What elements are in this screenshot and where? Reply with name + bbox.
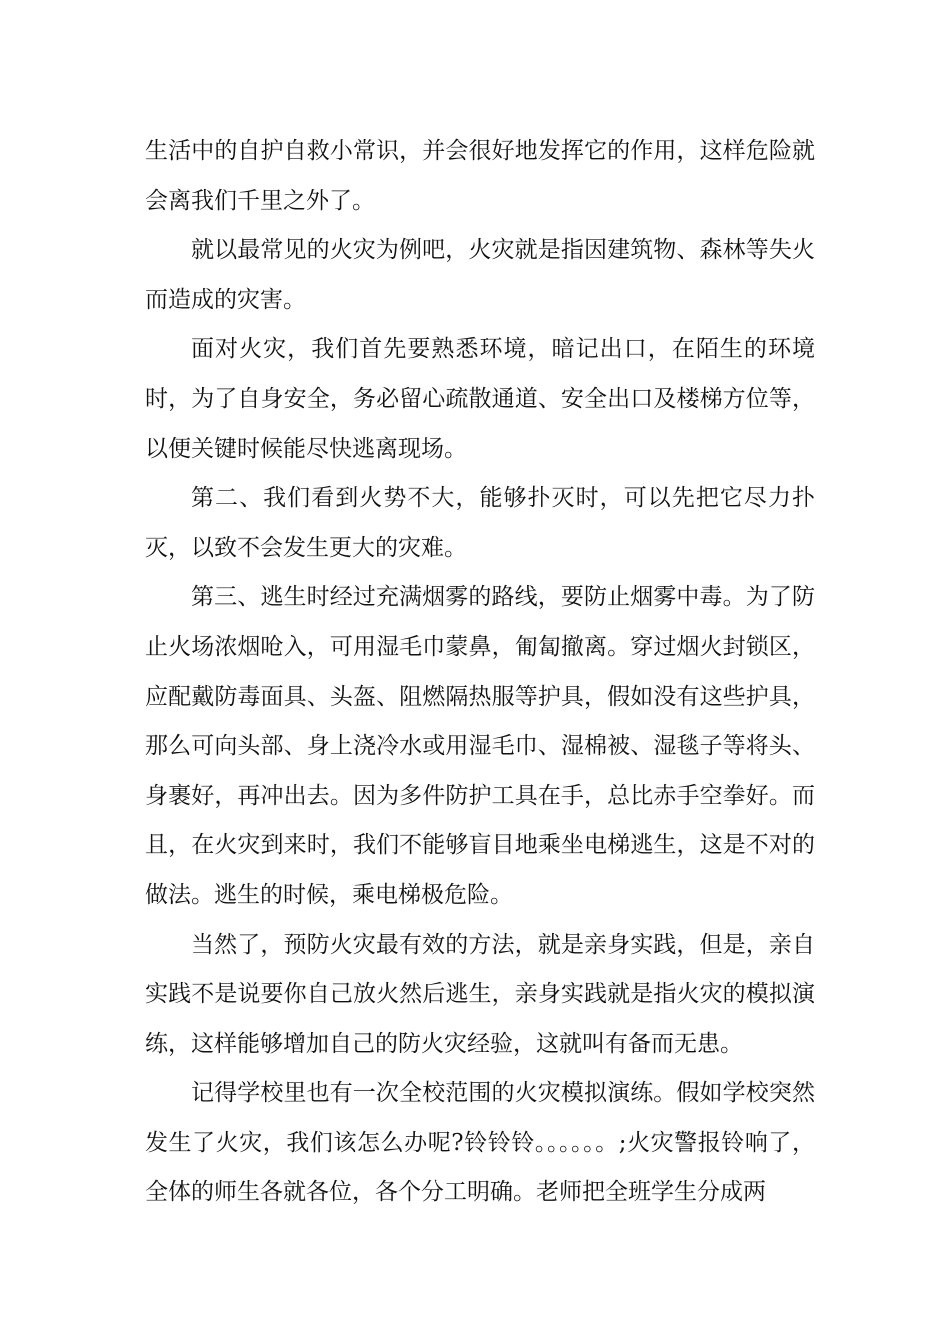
paragraph-3: 面对火灾，我们首先要熟悉环境，暗记出口，在陌生的环境时，为了自身安全，务必留心疏散通道、安全出口及楼梯方位等，以便关键时候能尽快逃离现场。 xyxy=(145,336,815,462)
paragraph-4: 第二、我们看到火势不大，能够扑灭时，可以先把它尽力扑灭，以致不会发生更大的灾难。 xyxy=(145,485,815,561)
paragraph-5: 第三、逃生时经过充满烟雾的路线，要防止烟雾中毒。为了防止火场浓烟呛入，可用湿毛巾蒙鼻，匍匐撤离。穿过烟火封锁区，应配戴防毒面具、头盔、阻燃隔热服等护具，假如没有这些护具，那么可向头部、身上浇冷水或用湿毛巾、湿棉被、湿毯子等将头、身裹好，再冲出去。因为多件防护工具在手，总比赤手空拳好。而且，在火灾到来时，我们不能够盲目地乘坐电梯逃生，这是不对的做法。逃生的时候，乘电梯极危险。 xyxy=(145,584,815,908)
paragraph-7: 记得学校里也有一次全校范围的火灾模拟演练。假如学校突然发生了火灾，我们该怎么办呢?铃铃铃。。。。。。;火灾警报铃响了，全体的师生各就各位，各个分工明确。老师把全班学生分成两 xyxy=(145,1080,815,1206)
paragraph-6: 当然了，预防火灾最有效的方法，就是亲身实践，但是，亲自实践不是说要你自己放火然后逃生，亲身实践就是指火灾的模拟演练，这样能够增加自己的防火灾经验，这就叫有备而无患。 xyxy=(145,931,815,1057)
document-page xyxy=(145,127,815,1218)
paragraph-2: 就以最常见的火灾为例吧，火灾就是指因建筑物、森林等失火而造成的灾害。 xyxy=(145,237,815,313)
paragraph-1: 生活中的自护自救小常识，并会很好地发挥它的作用，这样危险就会离我们千里之外了。 xyxy=(145,138,815,214)
